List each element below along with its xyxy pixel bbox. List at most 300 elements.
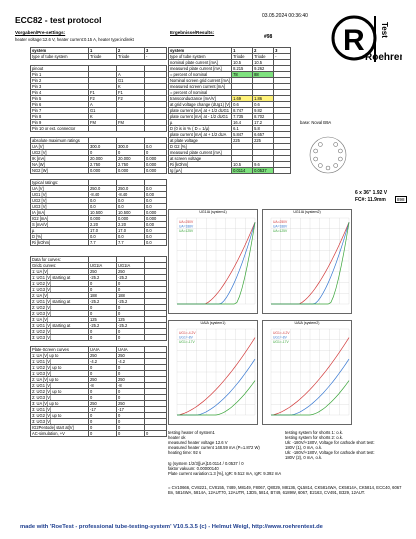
tube-specs-table (30, 47, 167, 437)
spec-cell: 0.000 (89, 167, 117, 173)
measurement-note-line: faktor vakuum: 0.00000140 (168, 466, 219, 471)
legend-entry: UA=188V (273, 224, 288, 229)
spec-cell: 0 (117, 287, 145, 293)
spec-cell: 0 (117, 395, 145, 401)
legend-entry: UA=125V (273, 229, 288, 233)
spec-cell: pinout (31, 65, 89, 71)
spec-cell: IG2 [mA] (31, 215, 89, 221)
pin-dot (318, 164, 322, 168)
spec-cell: 0.000 (89, 215, 117, 221)
result-cell: 8.747 (232, 108, 253, 114)
result-header-cell: system (169, 48, 232, 54)
shorts-notes (285, 430, 410, 460)
spec-cell: 250 (89, 353, 117, 359)
footer-credit: made with 'RoeTest - professional tube-testing-system' V10.5.3.5 (c) - Helmut Weigl, http://www.roehrentest.de (20, 524, 323, 530)
spec-cell: 2: UG1 [V] (31, 383, 89, 389)
spec-cell: Triode (89, 54, 117, 60)
result-cell: type of tube system (169, 54, 232, 60)
result-cell: = percent of nominal (169, 90, 232, 96)
shorts-note-line: Uk: -180V/+180V, Voltage for cathode short test: (285, 440, 375, 445)
spec-cell: 1: UG1 [V] starting at (31, 275, 89, 281)
spec-cell: 2.20 (117, 221, 145, 227)
legend-entry: UG1=-17V (179, 340, 195, 344)
spec-cell: absolute maximum ratings (31, 137, 89, 143)
result-cell: 7.735 (232, 114, 253, 120)
legend-entry: UA=250V (273, 220, 288, 224)
plot-ug1ia-system1 (168, 209, 258, 314)
measurement-note-line: Ig (system 1/2/3)[uA]10.0114 / 0.0537 / 0 (168, 461, 244, 466)
spec-cell: 1: UG2 [V] (31, 281, 89, 287)
spec-cell: Data for curves: (31, 257, 89, 263)
result-cell: 78 (232, 72, 253, 78)
spec-cell: -25.2 (89, 323, 117, 329)
result-header-cell: 2 (253, 48, 274, 54)
result-cell: 9.6 (253, 162, 274, 168)
heater-note-line: heater ok (168, 435, 186, 440)
spec-cell: UG1 [V] (31, 191, 89, 197)
spec-cell: G1 (89, 107, 117, 113)
shorts-note-line: Uk: -180V/+180V, Voltage for cathode short test: (285, 450, 375, 455)
spec-cell: 0 (89, 311, 117, 317)
spec-cell: UA [V] (31, 143, 89, 149)
spec-cell: 3: UA [V] up to (31, 401, 89, 407)
pin-diagram (300, 128, 360, 183)
spec-cell: 3: UG1 [V] starting at (31, 323, 89, 329)
spec-cell: 1: UA [V] up to (31, 353, 89, 359)
pin-dot (334, 164, 338, 168)
spec-cell: -8 (89, 383, 117, 389)
spec-cell: 0 (117, 335, 145, 341)
roehrentest-logo (330, 10, 402, 72)
spec-cell: 0 (89, 395, 117, 401)
result-cell: plate current [mA] at + 1/2 dUA (169, 132, 232, 138)
plot-uaia-system2 (262, 320, 352, 425)
spec-cell: -25.2 (117, 323, 145, 329)
spec-cell: 0 (117, 425, 145, 431)
spec-cell: Grid1 curves: (31, 263, 89, 269)
spec-cell: 0 (117, 371, 145, 377)
spec-cell: typical ratings: (31, 179, 89, 185)
pin-dot (338, 149, 342, 153)
spec-cell: 0.000 (145, 209, 167, 215)
spec-cell: 2.20 (89, 221, 117, 227)
spec-cell: 250 (89, 401, 117, 407)
result-cell: 6.1 (232, 126, 253, 132)
presets-label: Vorgaben/Pre-settings: (15, 30, 66, 35)
spec-cell: 0 (89, 389, 117, 395)
svg-text:R: R (343, 24, 365, 57)
spec-cell: 17.0 (117, 227, 145, 233)
spec-cell: 0.00 (145, 191, 167, 197)
spec-cell: K (117, 83, 145, 89)
noval-pin-diagram (300, 128, 360, 183)
spec-cell: 3: UG2 [V] up to (31, 413, 89, 419)
spec-cell: 10.500 (89, 209, 117, 215)
result-cell: 225 (232, 138, 253, 144)
spec-cell: 0 (89, 431, 117, 437)
spec-cell: 0.0 (145, 143, 167, 149)
legend-entry: UG1=-4.2V (179, 331, 196, 335)
result-cell: plate current [mA] at + 1/2 dUG1 (169, 108, 232, 114)
spec-cell: IA [mA] (31, 209, 89, 215)
heater-note-line: measured heater voltage 12.6 V (168, 440, 228, 445)
result-cell: Ig [µA] (169, 168, 232, 174)
shorts-note-line: 180V (2), 0 mA, o.k. (285, 455, 323, 460)
plot-title: UAIA (system2) (294, 321, 320, 325)
plot-canvas (169, 325, 259, 423)
spec-cell: 0.000 (145, 155, 167, 161)
result-cell: at screen voltage (169, 156, 232, 162)
result-cell: D G2 [%] (169, 144, 232, 150)
measurement-notes (168, 461, 408, 476)
measurement-note-line: Plate current variation:1.3 [%], IgR: 9.512 mA, IgR: 9.392 mA (168, 471, 282, 476)
results-label: Ergebnisse/Results: (170, 30, 215, 35)
spec-cell: UA [V] (31, 185, 89, 191)
spec-cell: 0.0 (89, 197, 117, 203)
result-cell: 0.6 (253, 102, 274, 108)
result-cell: Ri [kOhm] (169, 162, 232, 168)
result-cell: 225 (253, 138, 274, 144)
spec-cell: Pin 4 (31, 89, 89, 95)
spec-cell: 2: UA [V] (31, 293, 89, 299)
spec-cell: 0.0 (89, 233, 117, 239)
spec-cell: F2 (117, 95, 145, 101)
spec-cell: 0 (145, 431, 167, 437)
spec-cell: 250 (89, 377, 117, 383)
spec-cell: -8 (117, 383, 145, 389)
plot-title: UG1IA (system2) (293, 210, 321, 214)
spec-cell: UAIA (117, 347, 145, 353)
spec-cell: UG2 [V] (31, 149, 89, 155)
spec-cell: 250.0 (89, 185, 117, 191)
spec-cell: 0 (89, 305, 117, 311)
spec-cell: 0 (117, 431, 145, 437)
heater-notes (168, 430, 293, 455)
spec-cell: 250 (117, 353, 145, 359)
result-cell: 10.5 (232, 60, 253, 66)
spec-cell: 0 (89, 413, 117, 419)
spec-cell: -4.2 (117, 359, 145, 365)
result-header-cell: 3 (274, 48, 291, 54)
heater-note-line: heating time: 92 s (168, 450, 202, 455)
plot-title: UAIA (system1) (200, 321, 226, 325)
spec-cell: 1: UG1 [V] (31, 359, 89, 365)
result-cell: 8.702 (253, 114, 274, 120)
spec-cell: 0.0 (145, 233, 167, 239)
spec-cell: 10.500 (117, 209, 145, 215)
spec-cell: 7.7 (89, 239, 117, 245)
pin-dot (314, 157, 318, 161)
result-cell: = percent of nominal (169, 72, 232, 78)
spec-cell: Pin 3 (31, 83, 89, 89)
result-cell: 1.69 (232, 96, 253, 102)
spec-header-cell: 1 (89, 48, 117, 54)
spec-cell: µ (31, 227, 89, 233)
spec-cell: NG2 [W] (31, 167, 89, 173)
spec-cell: 0 (89, 281, 117, 287)
spec-cell: UAIA (89, 347, 117, 353)
tube-dims-text1: 6 x 36" 1.92 V (355, 190, 388, 196)
spec-cell: 2: UA [V] up to (31, 377, 89, 383)
plot-ug1ia-system2 (262, 209, 352, 314)
spec-cell: Ri [kOhm] (31, 239, 89, 245)
left-table-wrap (30, 47, 167, 437)
spec-cell: UG1IA (89, 263, 117, 269)
spec-cell: 2: UG2 [V] up to (31, 389, 89, 395)
spec-cell: A (117, 71, 145, 77)
legend-entry: UG1=-17V (273, 340, 289, 344)
spec-cell: 2: UG3 [V] (31, 311, 89, 317)
result-cell: at plate voltage (169, 138, 232, 144)
spec-header-cell: 2 (117, 48, 145, 54)
spec-cell: 0.000 (145, 215, 167, 221)
result-cell: 10.5 (253, 60, 274, 66)
result-cell: 0.0537 (253, 168, 274, 174)
spec-cell: 0.0 (145, 197, 167, 203)
spec-cell: 3: UG1 [V] (31, 407, 89, 413)
spec-cell: 0.0 (145, 203, 167, 209)
spec-cell: Pin 1 (31, 71, 89, 77)
spec-cell: Pin 2 (31, 77, 89, 83)
result-cell: 1.86 (253, 96, 274, 102)
spec-cell: 3: UG3 [V] (31, 335, 89, 341)
spec-cell: 0 (89, 149, 117, 155)
result-cell: 16.4 (232, 120, 253, 126)
spec-cell: -4.2 (89, 359, 117, 365)
spec-cell: 0.000 (145, 161, 167, 167)
pin-dot (318, 142, 322, 146)
spec-cell: 0 (117, 419, 145, 425)
spec-cell: F1 (117, 89, 145, 95)
spec-cell: 0.0 (145, 227, 167, 233)
spec-cell: 20.000 (89, 155, 117, 161)
spec-cell: -25.2 (89, 299, 117, 305)
spec-cell: G1 (117, 77, 145, 83)
legend-entry: UG1=-8V (179, 335, 193, 340)
legend-entry: UA=250V (179, 220, 194, 224)
spec-cell: - (145, 54, 167, 60)
plot-title: UG1IA (system1) (199, 210, 227, 214)
spec-cell: 0 (89, 329, 117, 335)
spec-cell: S [mA/V] (31, 221, 89, 227)
result-cell: µ (169, 120, 232, 126)
result-cell: - (274, 54, 291, 60)
spec-cell: 0.0 (117, 203, 145, 209)
spec-cell: 0 (145, 149, 167, 155)
spec-cell: UG1IA (117, 263, 145, 269)
spec-cell: 300.0 (117, 143, 145, 149)
spec-cell: 0 (89, 425, 117, 431)
spec-cell: AC-simulation, +V (31, 431, 89, 437)
tube-number: #98 (264, 34, 273, 40)
spec-cell: 0.0 (89, 203, 117, 209)
result-cell (274, 168, 291, 174)
spec-cell: 3: UA [V] (31, 317, 89, 323)
spec-cell: 0 (89, 287, 117, 293)
spec-cell: 0 (117, 389, 145, 395)
spec-cell: 2: UG2 [V] (31, 305, 89, 311)
logo-side-text: Test (380, 22, 389, 38)
spec-cell: -25.2 (117, 275, 145, 281)
spec-cell: -17 (117, 407, 145, 413)
result-cell: Nominal screen grid current [mA] (170, 78, 230, 83)
tube-dims-text2: FC#: 11.9mm (355, 197, 386, 203)
spec-cell: 0 (117, 413, 145, 419)
spec-cell: 125 (89, 317, 117, 323)
spec-cell: UG2 [V] (31, 197, 89, 203)
spec-cell: 0.000 (117, 167, 145, 173)
spec-cell: -17 (89, 407, 117, 413)
date-stamp: 03.05.2024 00:36:40 (262, 13, 308, 19)
spec-cell: Pin 9 (31, 119, 89, 125)
presets-text: heater voltage:12.6 V, heater current:0.15 A, heater type:indirekt (15, 37, 134, 42)
result-cell: 8.215 (232, 66, 253, 72)
result-cell: Triode (232, 54, 253, 60)
result-cell: transconductance [mA/V] (169, 96, 232, 102)
result-cell: 9.262 (253, 66, 274, 72)
spec-cell: 20.000 (117, 155, 145, 161)
spec-cell: 2: UG3 [V] (31, 395, 89, 401)
spec-cell: type of tube system (31, 54, 89, 60)
legend-entry: UA=188V (179, 224, 194, 229)
spec-cell: 1: UG2 [V] up to (31, 365, 89, 371)
result-cell: 6.657 (253, 132, 274, 138)
spec-cell: 0.0 (117, 233, 145, 239)
spec-header-cell: system (31, 48, 89, 54)
spec-cell: NA [W] (31, 161, 89, 167)
result-cell: nominal plate current [mA] (169, 60, 232, 66)
result-cell: 17.2 (253, 120, 274, 126)
spec-cell: Pin 5 (31, 95, 89, 101)
legend-entry: UA=125V (179, 229, 194, 233)
spec-cell: 0.0 (117, 197, 145, 203)
spec-cell: K (89, 113, 117, 119)
plot-canvas (263, 325, 353, 423)
tube-dims-box: 898 (397, 197, 405, 202)
result-cell: 0.0114 (232, 168, 253, 174)
shorts-note-line: testing system for shorts 1: o.k. (285, 430, 343, 435)
spec-cell: IG2Pentode] start at[V] (31, 425, 89, 431)
spec-cell: 188 (117, 293, 145, 299)
spec-cell: 1: UG3 [V] (31, 287, 89, 293)
spec-cell: -8.40 (117, 191, 145, 197)
results-table (168, 47, 291, 174)
spec-cell: 3: UG3 [V] (31, 419, 89, 425)
spec-cell: 0.000 (145, 167, 167, 173)
spec-cell: UG3 [V] (31, 203, 89, 209)
spec-cell: 0 (117, 281, 145, 287)
spec-cell: 0 (89, 335, 117, 341)
result-cell: measured plate current [mA] (169, 66, 232, 72)
spec-cell: 0.000 (117, 215, 145, 221)
result-cell: Triode (253, 54, 274, 60)
result-header-cell: 1 (232, 48, 253, 54)
spec-header-cell: 3 (145, 48, 167, 54)
spec-cell: 0 (89, 365, 117, 371)
spec-cell: 0 (89, 419, 117, 425)
right-table-wrap (168, 47, 291, 174)
spec-cell: 2: UG1 [V] starting at (31, 299, 89, 305)
spec-cell: 250 (117, 377, 145, 383)
spec-cell: 188 (89, 293, 117, 299)
spec-cell: 250 (117, 269, 145, 275)
spec-cell: F1 (89, 89, 117, 95)
spec-cell: -25.2 (89, 275, 117, 281)
heater-note-line: testing heater of system1 (168, 430, 215, 435)
result-cell: D (0 is in % ( D = 1/µ) (169, 126, 232, 132)
spec-cell: -8.40 (89, 191, 117, 197)
spec-cell: 0 (117, 149, 145, 155)
spec-cell: D [%] (31, 233, 89, 239)
spec-cell: 1: UA [V] (31, 269, 89, 275)
spec-cell: 0 (117, 311, 145, 317)
spec-cell: 0.0 (145, 185, 167, 191)
base-label: base: Noval B9A (300, 120, 332, 125)
spec-cell: 1: UG3 [V] (31, 371, 89, 377)
equivalents-list: = CV10666, CV8221, CV8155, 7489, M8149, F8067, Q8029, M8136, QL5814, CK5814WA, CK5814A, CK5814, ECC40, 6067 Bn, 5814WA, 5814A, 12AUT70, 12AUTR, 13D5, 5814, B749, 6189W, 6067, E2163, CV491, B329, 12AUT. (168, 485, 402, 495)
spec-cell: 0.0 (145, 239, 167, 245)
result-cell: 88 (253, 72, 274, 78)
spec-cell: 17.0 (89, 227, 117, 233)
result-cell: 0.6 (232, 102, 253, 108)
pin-dot (334, 142, 338, 146)
result-cell: plate current [mA] at - 1/2 dUG1 (169, 114, 232, 120)
spec-cell: Pin 10 or ext. connector (31, 125, 89, 131)
pin-dot (338, 157, 342, 161)
result-cell: 5.8 (253, 126, 274, 132)
spec-cell: A (89, 101, 117, 107)
heater-note-line: measured heater current 148.59 mA (P=1.872 W) (168, 445, 260, 450)
result-row (169, 168, 291, 174)
spec-cell: FM (117, 119, 145, 125)
spec-cell: 2.750 (117, 161, 145, 167)
result-cell: measured screen current [mA] (169, 84, 232, 90)
spec-cell: 0 (117, 365, 145, 371)
spec-cell: 7.7 (117, 239, 145, 245)
spec-cell: 3: UG2 [V] (31, 329, 89, 335)
spec-cell: Pin 6 (31, 101, 89, 107)
spec-cell: F2 (89, 95, 117, 101)
spec-row (31, 431, 167, 437)
page-title: ECC82 - test protocol (15, 15, 102, 25)
spec-cell: Plate-Screen curves (31, 347, 89, 353)
plot-uaia-system1 (168, 320, 258, 425)
spec-cell: 125 (117, 317, 145, 323)
spec-cell: 0.00 (145, 221, 167, 227)
pin-dot (326, 166, 330, 170)
spec-cell: 300.0 (89, 143, 117, 149)
spec-cell: Triode (117, 54, 145, 60)
shorts-note-line: 180V (1), 0 mA, o.k. (285, 445, 323, 450)
spec-cell: -25.2 (117, 299, 145, 305)
result-cell: measured plate current [mA] (169, 150, 232, 156)
logo-graphic (330, 10, 402, 72)
result-cell: 10.5 (232, 162, 253, 168)
spec-row (31, 54, 167, 60)
spec-cell: IK [mA] (31, 155, 89, 161)
spec-cell: 0 (117, 305, 145, 311)
result-cell: at grid voltage change (dUg1) [V] (170, 102, 231, 107)
spec-cell: 250 (89, 269, 117, 275)
spec-cell: 2.750 (89, 161, 117, 167)
plot-canvas (263, 214, 353, 312)
shorts-note-line: testing system for shorts 2: o.k. (285, 435, 343, 440)
spec-cell: Pin 7 (31, 107, 89, 113)
pin-dot (314, 149, 318, 153)
plot-canvas (169, 214, 259, 312)
result-cell: 9.82 (253, 108, 274, 114)
spec-cell: Pin 8 (31, 113, 89, 119)
